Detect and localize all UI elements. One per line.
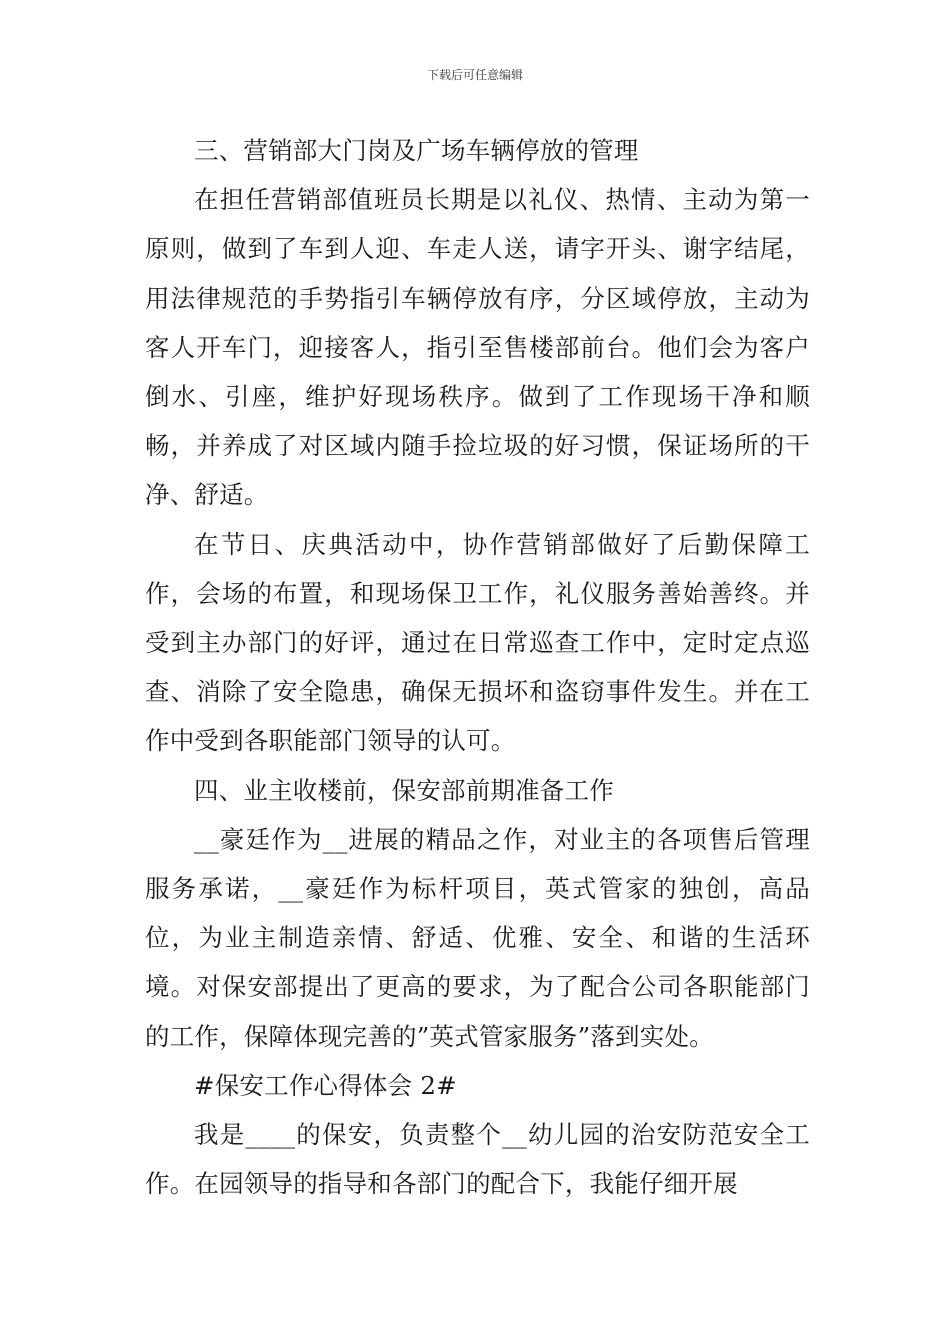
document-body	[145, 126, 810, 1208]
section-heading-three: 三、营销部大门岗及广场车辆停放的管理	[194, 136, 639, 165]
article-heading: #保安工作心得体会 2#	[194, 1070, 457, 1100]
body-paragraph: 我是____的保安，负责整个__幼儿园的治安防范安全工作。在园领导的指导和各部门的配合下，我能仔细开展	[145, 1120, 810, 1199]
body-paragraph: __豪廷作为__进展的精品之作，对业主的各项售后管理服务承诺，__豪廷作为标杆项目，英式管家的独创，高品位，为业主制造亲情、舒适、优雅、安全、和谐的生活环境。对保安部提出了更高的要求，为了配合公司各职能部门的工作，保障体现完善的”英式管家服务”落到实处。	[145, 824, 810, 1051]
body-paragraph: 在节日、庆典活动中，协作营销部做好了后勤保障工作，会场的布置，和现场保卫工作，礼仪服务善始善终。并受到主办部门的好评，通过在日常巡查工作中，定时定点巡查、消除了安全隐患，确保无损坏和盗窃事件发生。并在工作中受到各职能部门领导的认可。	[145, 529, 810, 756]
body-paragraph: 在担任营销部值班员长期是以礼仪、热情、主动为第一原则，做到了车到人迎、车走人送，请字开头、谢字结尾，用法律规范的手势指引车辆停放有序，分区域停放，主动为客人开车门，迎接客人，指引至售楼部前台。他们会为客户倒水、引座，维护好现场秩序。做到了工作现场干净和顺畅，并养成了对区域内随手捡垃圾的好习惯，保证场所的干净、舒适。	[145, 185, 810, 510]
page-header-note: 下载后可任意编辑	[426, 68, 523, 82]
section-heading-four: 四、业主收楼前，保安部前期准备工作	[194, 775, 614, 805]
